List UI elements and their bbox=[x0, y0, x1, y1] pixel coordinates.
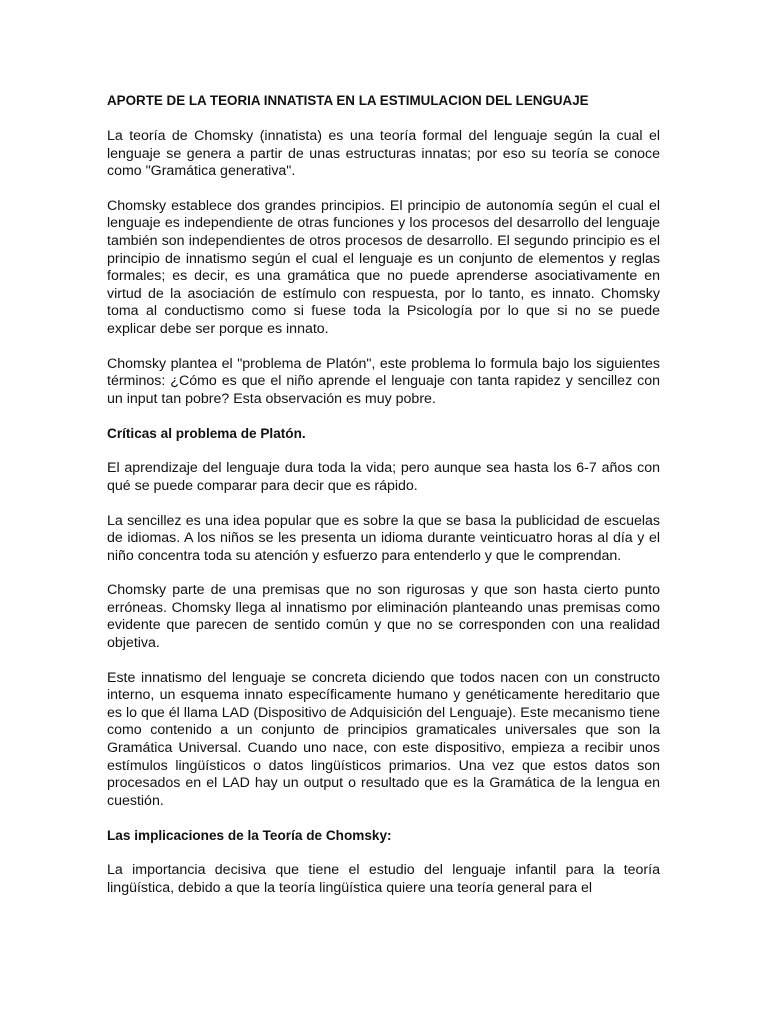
paragraph: La sencillez es una idea popular que es sobre la que se basa la publicidad de escuelas de idiomas. A los niños se les presenta un idioma durante veinticuatro horas al día y el niño concentra toda su atención y esfuerzo para entenderlo y que le comprendan. bbox=[107, 512, 660, 564]
section-heading: Las implicaciones de la Teoría de Chomsky: bbox=[107, 828, 392, 844]
paragraph: El aprendizaje del lenguaje dura toda la vida; pero aunque sea hasta los 6-7 años con qué se puede comparar para decir que es rápido. bbox=[107, 460, 660, 494]
paragraph: Chomsky establece dos grandes principios. El principio de autonomía según el cual el lenguaje es independiente de otras funciones y los procesos del desarrollo del lenguaje también son independientes de otros procesos de desarrollo. El segundo principio es el principio de innatismo según el cual el lenguaje es un conjunto de elementos y reglas formales; es decir, es una gramática que no puede aprenderse asociativamente en virtud de la asociación de estímulo con respuesta, por lo tanto, es innato. Chomsky toma al conductismo como si fuese toda la Psicología por lo que si no se puede explicar debe ser porque es innato. bbox=[107, 197, 660, 337]
document-title: APORTE DE LA TEORIA INNATISTA EN LA ESTIMULACION DEL LENGUAJE bbox=[107, 93, 589, 108]
paragraph: Chomsky parte de una premisas que no son rigurosas y que son hasta cierto punto erróneas. Chomsky llega al innatismo por eliminación planteando unas premisas como evidente que parecen de sentido común y que no se corresponden con una realidad objetiva. bbox=[107, 582, 660, 652]
paragraph: La importancia decisiva que tiene el estudio del lenguaje infantil para la teoría lingüística, debido a que la teoría lingüística quiere una teoría general para el bbox=[107, 862, 660, 896]
document-page bbox=[107, 92, 660, 898]
paragraph: Este innatismo del lenguaje se concreta diciendo que todos nacen con un constructo interno, un esquema innato específicamente humano y genéticamente hereditario que es lo que él llama LAD (Dispositivo de Adquisición del Lenguaje). Este mecanismo tiene como contenido a un conjunto de principios gramaticales universales que son la Gramática Universal. Cuando uno nace, con este dispositivo, empieza a recibir unos estímulos lingüísticos o datos lingüísticos primarios. Una vez que estos datos son procesados en el LAD hay un output o resultado que es la Gramática de la lengua en cuestión. bbox=[107, 669, 660, 809]
paragraph: Chomsky plantea el "problema de Platón", este problema lo formula bajo los siguientes términos: ¿Cómo es que el niño aprende el lenguaje con tanta rapidez y sencillez con un input tan pobre? Esta observación es muy pobre. bbox=[107, 355, 660, 407]
section-heading: Críticas al problema de Platón. bbox=[107, 426, 306, 442]
paragraph: La teoría de Chomsky (innatista) es una teoría formal del lenguaje según la cual el lenguaje se genera a partir de unas estructuras innatas; por eso su teoría se conoce como "Gramática generativa". bbox=[107, 128, 660, 180]
